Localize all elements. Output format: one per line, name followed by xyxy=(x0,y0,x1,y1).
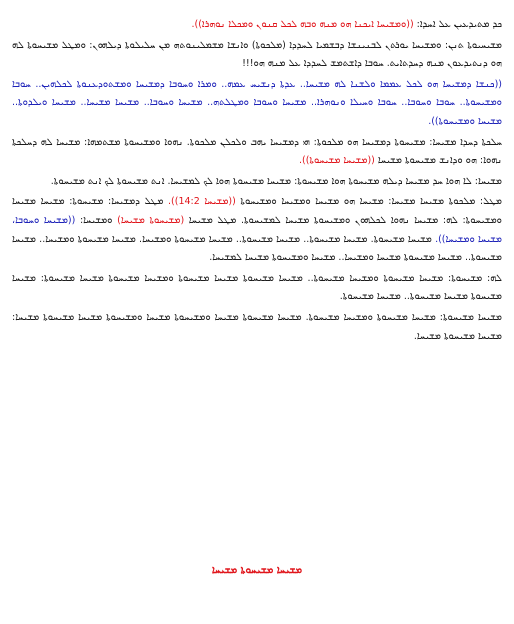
paragraph xyxy=(12,173,502,192)
red-highlight-text: (ܡܫܝܚܘܬܐ ܡܫܝܚܐ) xyxy=(117,214,185,226)
blue-highlight-text: ((ܡܫܝܚܐ ܘܚܘܒܐ، ܡܫܝܚܐ ܘܡܫܝܚܐ)). xyxy=(12,214,503,245)
paragraph-text: ܘܡܫܝܚܐ: xyxy=(75,214,118,226)
paragraph-text: ܚܠܟܬܐ ܕܚܕܐ ܡܫܝܚܐ: ܡܫܝܚܘܬܐ ܕܡܫܝܚܐ ܗܘ ܡܠܟܘܬܐ: ܗܝ ܕܡܫܝܚܐ ܝܗܒ ܘܠܟܠܢ ܡܠܟܘܬܐ. ܢܗܘܐ ܘܡܫܝܚܘܬܐ ܡܫܬܡܗܐ: ܡܫܝܚܐ ܠܗ ܕܚܠܟܬܐ ܢܗܘܐ: ܗܘ ܘܕܐܢܫ ܡܫܝܚܘܬܐ ܡܫܝܚܐ xyxy=(12,136,502,167)
paragraph xyxy=(12,270,502,307)
red-highlight-text: ((ܘܡܫܝܚܐ ܐܝܟܢܐ ܗܘ ܡܢܗ ܘܒܗ ܠܟܠ ܩܢܘܢ ܘܡܟܠܐ ܢܘܗܪܐ)). xyxy=(191,19,414,30)
paragraph-text: ܡܫܝܚܐ ܡܫܝܚܘܬܐ: ܡܫܝܚܐ ܡܫܝܚܘܬܐ ܘܡܫܝܚܐ ܡܫܝܚܘܬܐ. ܡܫܝܚܐ ܡܫܝܚܘܬܐ ܡܫܝܚܐ ܘܡܫܝܚܘܬܐ ܡܫܝܚܐ ܘܡܫܝܚܘܬܐ ܡܫܝܚܐ ܡܫܝܚܘܬܐ ܡܫܝܚܐ: ܡܫܝܚܐ ܡܫܝܚܘܬܐ ܡܫܝܚܐ. xyxy=(12,311,502,342)
paragraph-text: ܡܫܝܚܝܘܬܐ ܬܢܢ: ܘܡܫܝܚܐ ܝܘܪܬܢ ܠܒܢܝܢܫܐ ܕܒܫܡܝܐ ܠܚܕܕܐ (ܡܠܟܘܬܐ) ܘܐܢܫܐ ܡܫܡܠܝܢܘܬܗ ܡܢ ܚܠܝܠܘܬܐ ܕܝܠܗܘܢ: ܘܡܛܠ ܡܫܝܚܘܬܐ ܠܗ ܗܘ ܕܢܬܝܕܥܘܢ ܡܢܗ ܕܚܕܬܐܝܬ. ܚܘܒܐ ܕܐܫܬܡܫ ܠܚܕܕܐ ܥܠ ܡܢܗ ܗܘ!!! xyxy=(12,39,502,70)
document-body xyxy=(12,16,502,608)
paragraph xyxy=(12,134,502,171)
paragraph xyxy=(12,37,502,74)
paragraph xyxy=(12,309,502,346)
red-highlight-text: ((ܡܫܝܚܐ 14:2)). xyxy=(168,196,236,208)
paragraph-text: ܟܕ ܡܬܝܕܥܝܢ ܥܠ ܐܚܕܐ: xyxy=(413,19,502,30)
red-highlight-text: ((ܡܫܝܚܐ ܡܫܝܚܘܬܐ)). xyxy=(298,155,375,167)
paragraph-text: ܡܫܝܚܐ ܡܫܝܚܘܬܐ. ܡܫܝܚܐ ܡܫܝܚܘܬܐ.. ܡܫܝܚܐ ܡܫܝܚܘܬܐ.. ܡܫܝܚܐ ܡܫܝܚܘܬܐ ܘܡܫܝܚܐ. ܡܫܝܚܐ ܡܫܝܚܘܬܐ ܘܡܫܝܚܐ.. ܡܫܝܚܐ ܡܫܝܚܘܬܐ.. ܡܫܝܚܐ ܡܫܝܚܘܬܐ ܡܫܝܚܐ ܘܡܫܝܚܐ.. ܡܫܝܚܐ ܘܡܫܝܚܘܬܐ ܡܫܝܚܐ ܠܡܫܝܚܐ. xyxy=(12,233,502,264)
paragraph xyxy=(12,16,502,35)
paragraph-text: ܡܫܝܚܐ: ܠܐ ܗܘܐ ܚܕ ܡܫܝܚܐ ܕܝܠܗ ܡܫܝܚܘܬܐ ܗܘܐ ܡܫܝܚܘܬܐ: ܡܫܝܚܐ ܡܫܝܚܘܬܐ ܗܘܐ ܠܟ ܠܡܫܝܚܐ. ܐܢܬ ܡܫܝܚܘܬܐ ܠܟ ܐܢܬ ܡܫܝܚܘܬܐ. xyxy=(50,175,502,187)
page-footer-signature: ܡܫܝܚܐ ܡܫܝܚܘܬܐ ܡܫܝܚܐ xyxy=(211,565,303,576)
paragraph-text: ܡܛܠ ܕܡܫܝܚܐ: ܡܫܝܚܘܬܐ: ܡܫܝܚܐ ܡܫܝܚܐ ܘܡܫܝܚܘܬܐ: ܠܗ: ܡܫܝܚܐ ܢܗܘܐ ܠܟܠܗܘܢ ܘܡܫܝܚܘܬܐ ܡܫܝܚܐ ܠܡܫܝܚܘܬܐ. ܡܛܠ ܡܫܝܚܐ xyxy=(12,196,502,226)
paragraph xyxy=(12,76,502,132)
paragraph-text: ܡܛܠ: ܡܠܟܘܬܐ ܡܫܝܚܐ ܡܫܝܚܐ: ܡܫܝܚܐ ܗܘ ܡܫܝܚܐ ܘܡܫܝܚܐ ܘܡܫܝܚܘܬܐ xyxy=(235,196,502,208)
paragraph-text: ܠܗ: ܡܫܝܚܘܬܐ: ܡܫܝܚܐ ܡܫܝܚܘܬܐ ܘܡܫܝܚܐ ܡܫܝܚܘܬܐ.. ܡܫܝܚܐ ܡܫܝܚܘܬܐ ܡܫܝܚܐ ܡܫܝܚܘܬܐ ܘܡܫܝܚܐ ܡܫܝܚܘܬܐ ܡܫܝܚܐ ܡܫܝܚܘܬܐ: ܡܫܝܚܐ ܡܫܝܚܘܬܐ ܡܫܝܚܐ ܡܫܝܚܘܬܐ.. ܡܫܝܚܐ ܡܫܝܚܘܬܐ. xyxy=(12,272,502,303)
blue-highlight-text: ((ܟܢܫܐ ܕܡܫܝܚܐ ܗܘ ܠܟܠ ܥܡܡܐ ܘܠܫܢܐ ܠܗ ܡܫܝܚܐ.. ܥܕܬܐ ܕܢܫܝܚ ܥܡܗ.. ܘܡܪܐ ܘܚܘܒܐ ܕܡܫܝܚܐ ܘܡܫܬܘܕܥܢܘܬܐ ܠܟܠܗܝܢ.. ܚܘܒܐ ܘܡܫܝܚܘܬܐ.. ܚܘܒܐ ܘܚܘܒܐ.. ܚܘܒܐ ܘܚܝܠܐ ܘܢܘܗܪܐ.. ܡܫܝܚܐ ܘܚܘܒܐ ܘܡܛܠܬܗ.. ܡܫܝܚܐ ܘܚܘܒܐ.. ܡܫܝܚܐ ܡܫܝܚܐ.. ܡܫܝܚܐ ܘܝܠܕܘܬܐ.. ܡܫܝܚܐ ܘܡܫܝܚܘܬܐ)). xyxy=(12,78,502,127)
paragraph xyxy=(12,193,502,267)
